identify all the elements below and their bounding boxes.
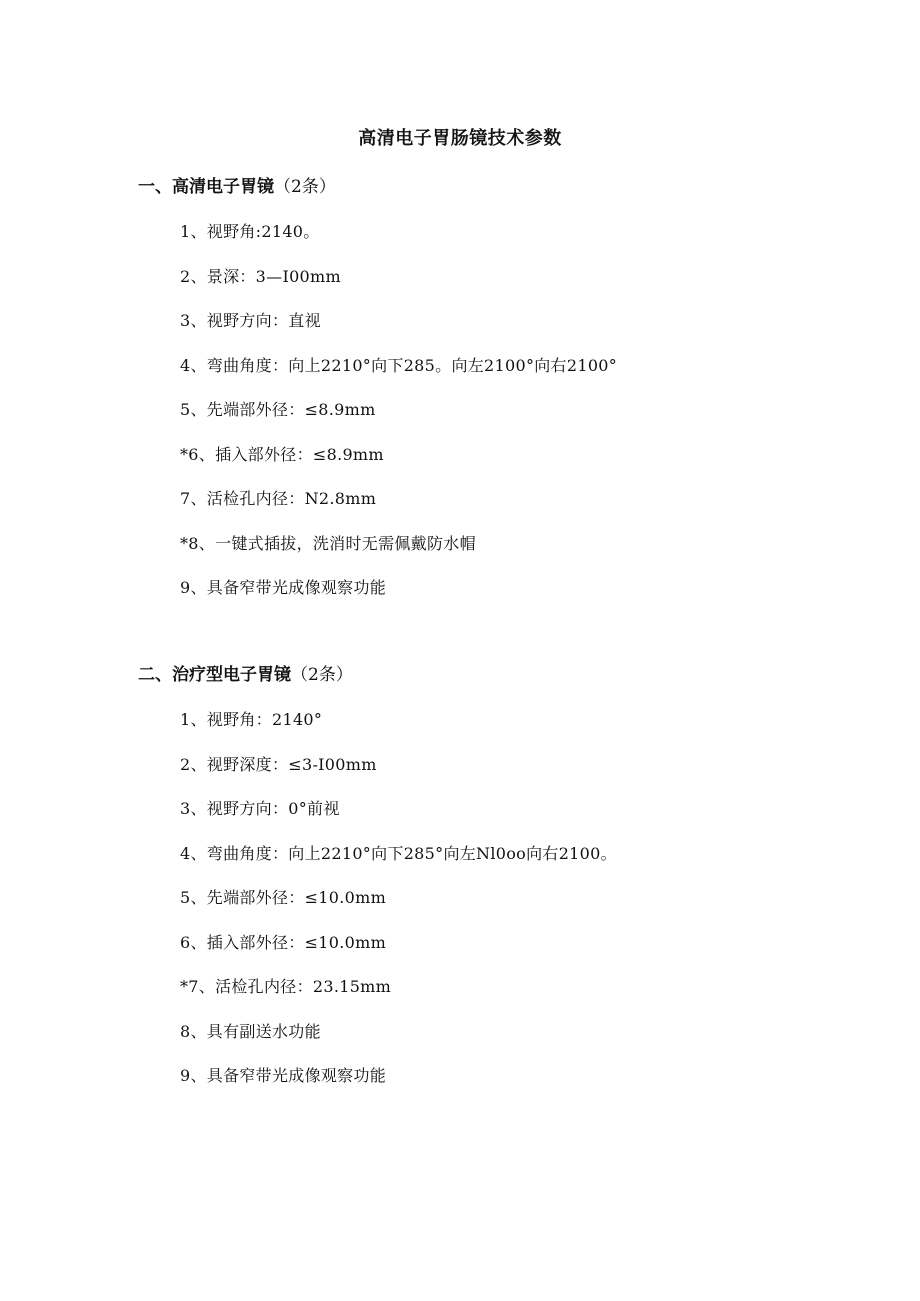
spec-item: 3、视野方向：0°前视 [180, 799, 340, 818]
section-hd-gastroscope [138, 174, 838, 621]
spec-item: 9、具备窄带光成像观察功能 [180, 578, 387, 597]
section-heading-count: （2条） [291, 665, 353, 685]
spec-item: 5、先端部外径：≤8.9mm [180, 400, 376, 419]
spec-item: 7、活检孔内径：N2.8mm [180, 489, 377, 508]
spec-item: 8、具有副送水功能 [180, 1021, 321, 1041]
spec-item: 3、视野方向：直视 [180, 311, 321, 330]
spec-list [138, 708, 838, 1109]
spec-list [138, 220, 838, 621]
section-heading [138, 174, 838, 200]
section-therapeutic-gastroscope [138, 662, 838, 1109]
spec-item: 6、插入部外径：≤10.0mm [180, 932, 387, 952]
spec-item: 1、视野角:2140。 [180, 222, 320, 241]
document-title: 高清电子胃肠镜技术参数 [358, 128, 562, 149]
spec-item: 4、弯曲角度：向上2210°向下285。向左2100°向右2100° [180, 355, 618, 375]
section-heading [138, 662, 838, 688]
spec-item: 2、视野深度：≤3-I00mm [180, 754, 377, 774]
section-heading-text: 二、治疗型电子胃镜 [138, 665, 291, 685]
spec-item: *8、一键式插拔，洗消时无需佩戴防水帽 [180, 533, 476, 553]
spec-item: 1、视野角：2140° [180, 710, 323, 729]
spec-item: 2、景深：3—I00mm [180, 266, 341, 286]
spec-item: *6、插入部外径：≤8.9mm [180, 444, 384, 464]
section-heading-count: （2条） [274, 177, 336, 197]
spec-item: 9、具备窄带光成像观察功能 [180, 1066, 387, 1085]
spec-item: *7、活检孔内径：23.15mm [180, 977, 392, 996]
spec-item: 5、先端部外径：≤10.0mm [180, 888, 387, 907]
spec-item: 4、弯曲角度：向上2210°向下285°向左Nl0oo向右2100。 [180, 843, 617, 863]
section-heading-text: 一、高清电子胃镜 [138, 177, 274, 197]
